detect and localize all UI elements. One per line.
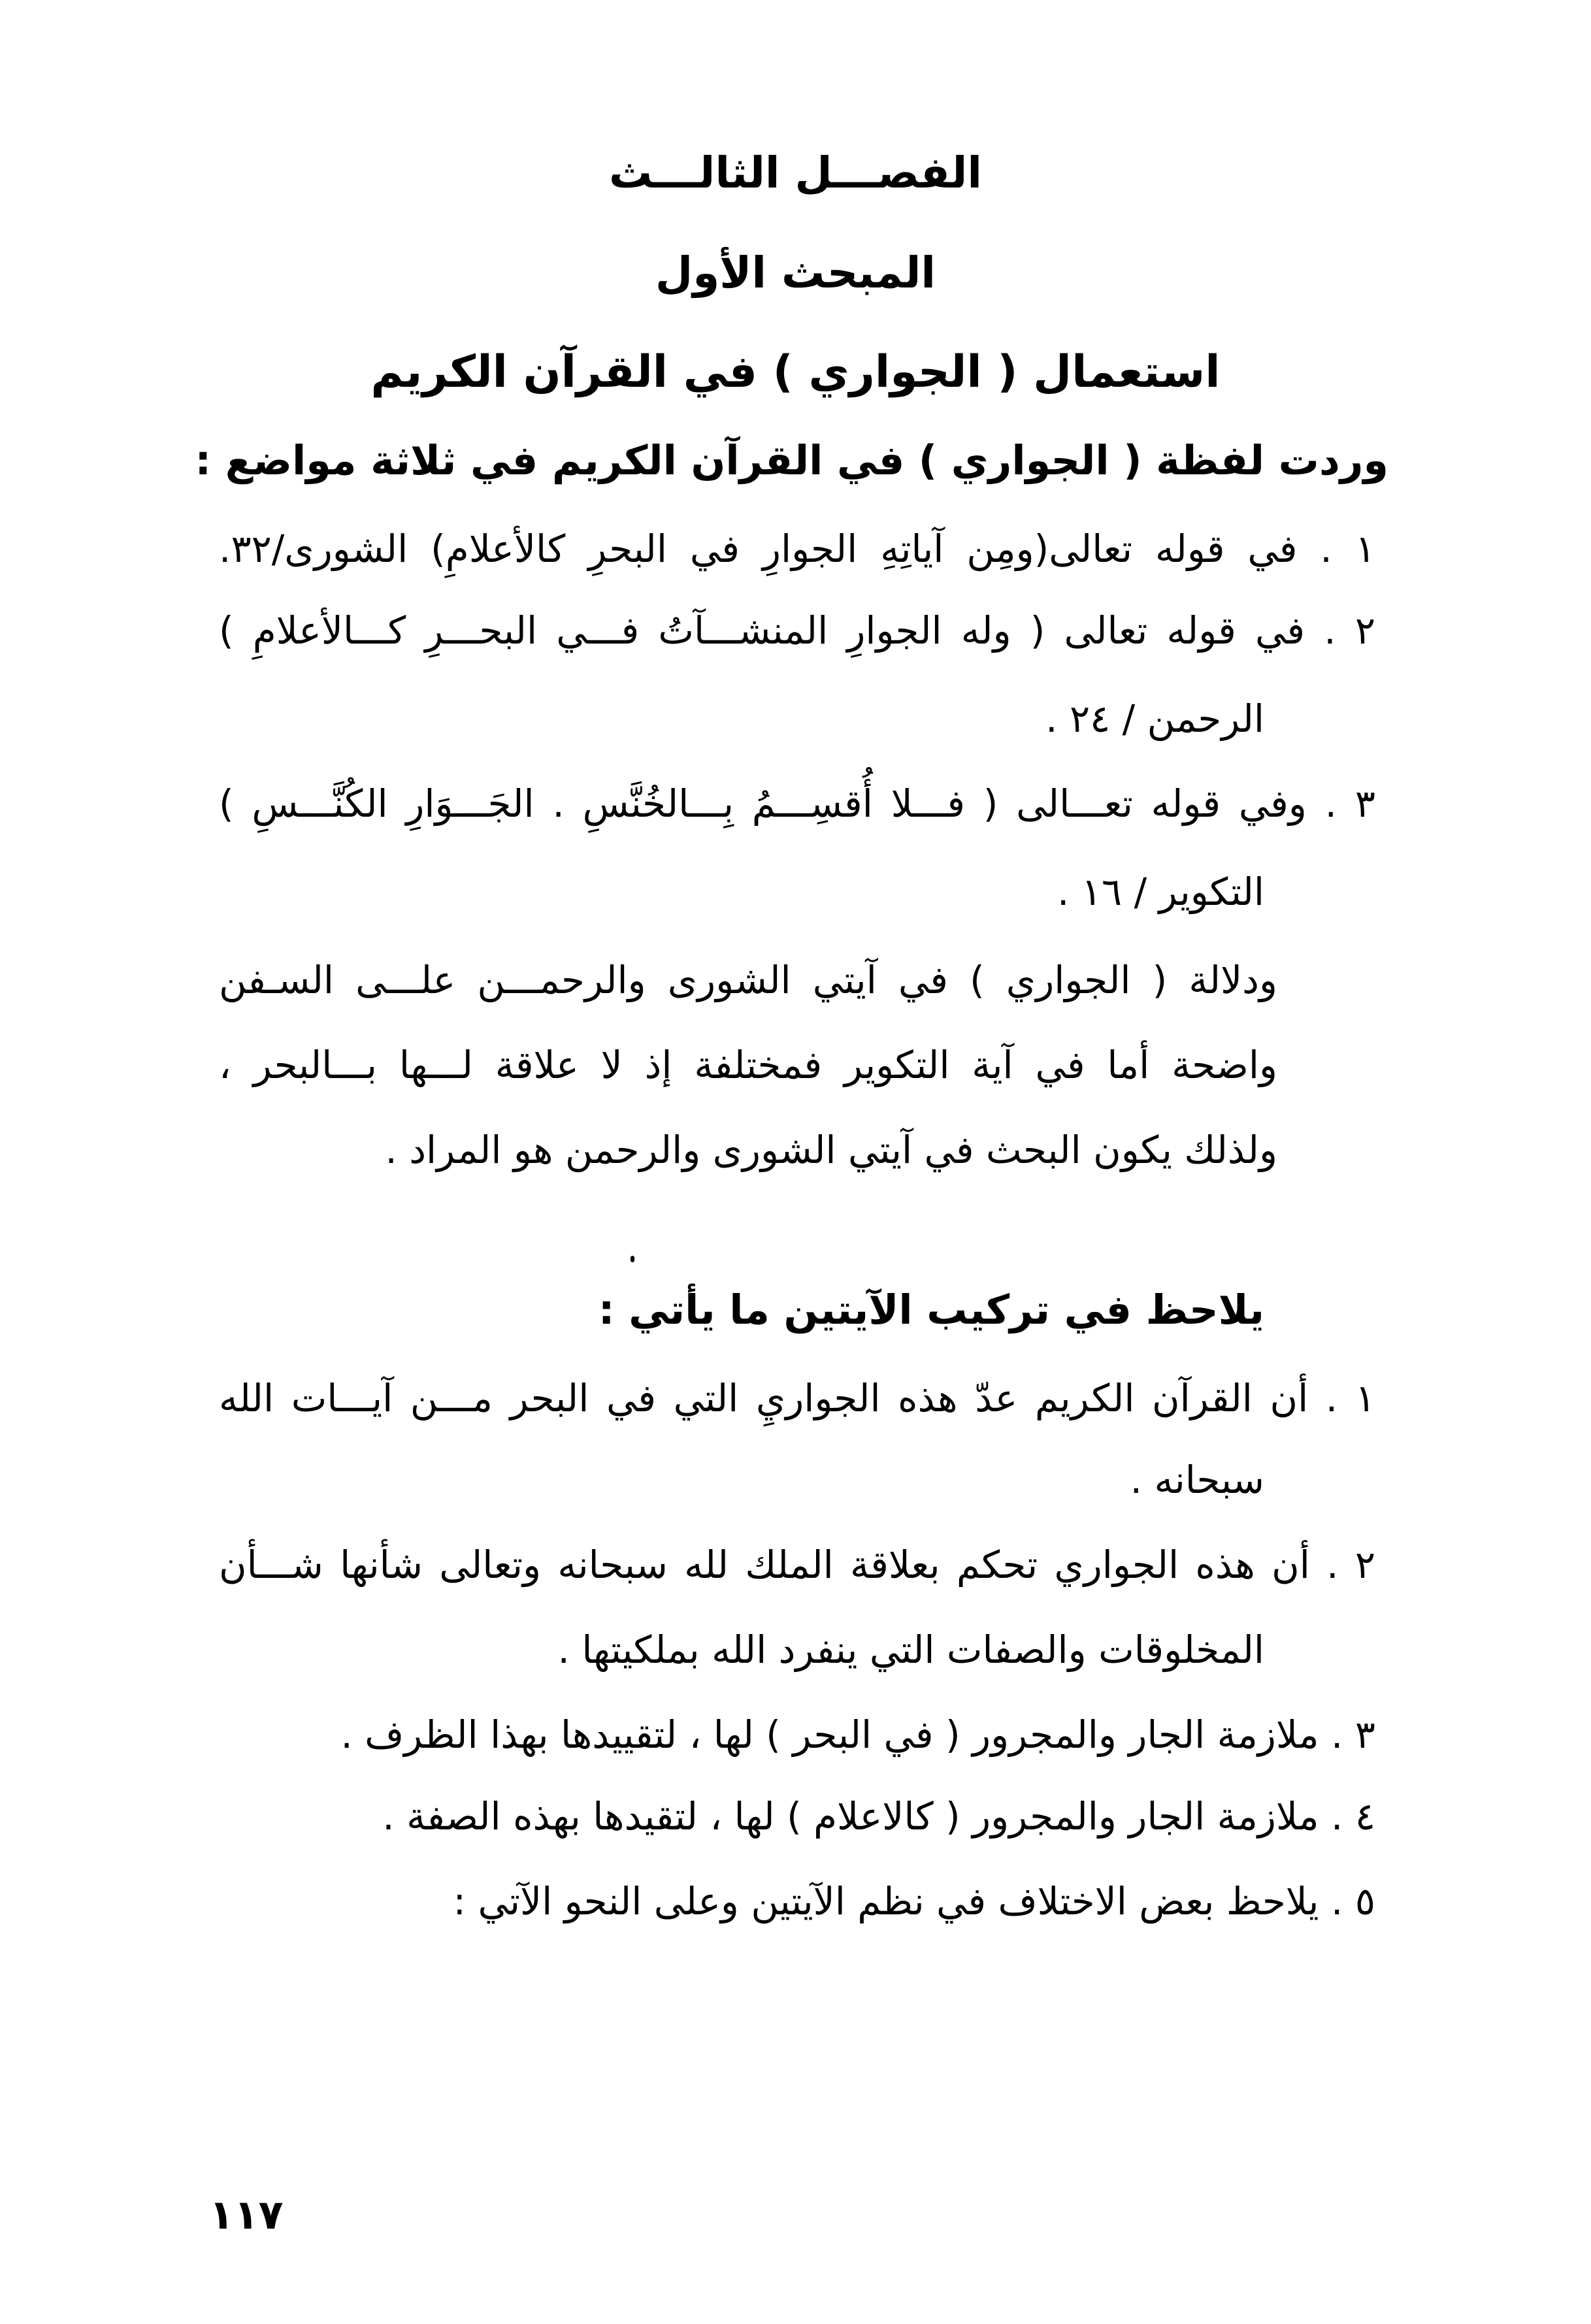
occurrence-3: ٣ . وفي قوله تعـــالى ( فـــلا أُقسِـــمُ بِـــالخُنَّسِ . الجَـــوَارِ الكُنَّـــسِ ) xyxy=(219,781,1375,826)
occurrence-2: ٢ . في قوله تعالى ( وله الجوارِ المنشـــآتُ فـــي البحـــرِ كـــالأعلامِ ) xyxy=(219,608,1375,653)
observation-5: ٥ . يلاحظ بعض الاختلاف في نظم الآيتين وعلى النحو الآتي : xyxy=(453,1879,1375,1923)
observation-1-continuation: سبحانه . xyxy=(1130,1458,1264,1502)
occurrence-1: ١ . في قوله تعالى(ومِن آياتِهِ الجوارِ في البحرِ كالأعلامِ) الشورى/٣٢. xyxy=(219,527,1375,571)
observation-2-continuation: المخلوقات والصفات التي ينفرد الله بملكيتها . xyxy=(557,1628,1264,1672)
topic-title: استعمال ( الجواري ) في القرآن الكريم xyxy=(370,346,1221,398)
occurrence-3-reference: التكوير / ١٦ . xyxy=(1057,870,1264,914)
paragraph-line-2: واضحة أما في آية التكوير فمختلفة إذ لا علاقة لـــها بـــالبحر ، xyxy=(219,1043,1277,1087)
observation-4: ٤ . ملازمة الجار والمجرور ( كالاعلام ) لها ، لتقيدها بهذه الصفة . xyxy=(382,1794,1375,1839)
observation-1: ١ . أن القرآن الكريم عدّ هذه الجواريِ التي في البحر مـــن آيـــات الله xyxy=(219,1376,1375,1420)
paragraph-line-1: ودلالة ( الجواري ) في آيتي الشورى والرحمـــن علـــى السـفن xyxy=(219,958,1277,1002)
intro-line: وردت لفظة ( الجواري ) في القرآن الكريم في ثلاثة مواضع : xyxy=(195,436,1388,484)
chapter-heading: الفصـــل الثالـــث xyxy=(609,148,982,198)
observations-heading: يلاحظ في تركيب الآيتين ما يأتي : xyxy=(598,1286,1264,1334)
stray-ink-mark xyxy=(631,1256,634,1262)
paragraph-line-3: ولذلك يكون البحث في آيتي الشورى والرحمن هو المراد . xyxy=(385,1128,1277,1172)
section-heading: المبحث الأول xyxy=(655,248,936,298)
occurrence-2-reference: الرحمن / ٢٤ . xyxy=(1045,696,1264,741)
page-number: ١١٧ xyxy=(209,2191,284,2238)
observation-3: ٣ . ملازمة الجار والمجرور ( في البحر ) لها ، لتقييدها بهذا الظرف . xyxy=(340,1712,1375,1757)
observation-2: ٢ . أن هذه الجواري تحكم بعلاقة الملك لله سبحانه وتعالى شأنها شـــأن xyxy=(219,1543,1375,1587)
